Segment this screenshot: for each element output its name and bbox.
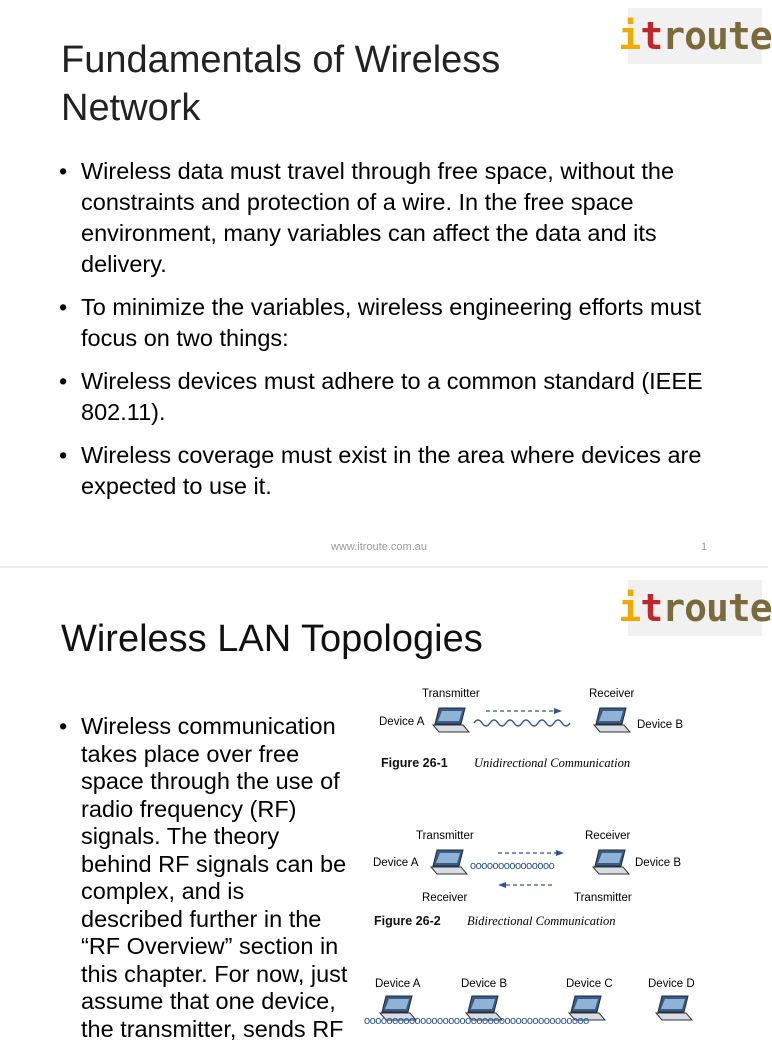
bullet-item: • Wireless devices must adhere to a common standard (IEEE 802.11). [59, 366, 719, 428]
laptop-icon [433, 708, 469, 732]
svg-text:oooooooooooooooooooooooooooooo: oooooooooooooooooooooooooooooooooooooooo [364, 1015, 589, 1027]
slide-title: Wireless LAN Topologies [61, 618, 483, 660]
label-device-d: Device D [648, 978, 695, 990]
page-number: 1 [701, 541, 708, 553]
figure-label: Figure 26-2 [374, 914, 441, 928]
slide-title: Fundamentals of Wireless Network [61, 39, 501, 129]
label-device-b: Device B [637, 719, 684, 731]
figure-unidirectional [379, 688, 683, 770]
bullet-list [59, 156, 719, 514]
figure-bidirectional [373, 830, 681, 928]
svg-text:ooooooooooooooo: ooooooooooooooo [470, 860, 555, 872]
label-transmitter: Transmitter [416, 830, 474, 842]
laptop-icon [593, 850, 629, 874]
bullet-item: • To minimize the variables, wireless engineering efforts must focus on two things: [59, 292, 719, 354]
label-receiver: Receiver [422, 892, 468, 904]
topology-figures [356, 678, 716, 1027]
bullet-item: • Wireless coverage must exist in the area where devices are expected to use it. [59, 440, 719, 502]
itroute-logo: itroute [628, 8, 762, 64]
itroute-logo: itroute [628, 580, 762, 636]
figure-multipoint [364, 978, 695, 1027]
label-receiver: Receiver [585, 830, 631, 842]
bullet-item: • Wireless data must travel through free space, without the constraints and protection of a wire. In the free space environment, many variables can affect the data and its delivery. [59, 156, 719, 280]
label-receiver: Receiver [589, 688, 635, 700]
laptop-icon [431, 850, 467, 874]
label-transmitter: Transmitter [422, 688, 480, 700]
label-device-b: Device B [461, 978, 508, 990]
label-device-a: Device A [379, 716, 425, 728]
figure-caption: Unidirectional Communication [474, 756, 631, 770]
bullet-item: • Wireless communication takes place over free space through the use of radio frequency (RF) signals. The theory behind RF signals can be complex, and is described further in the “RF Overview” section in this chapter. For now, just assume that one device, the transmitter, sends RF [59, 713, 351, 1043]
slide-2 [0, 568, 772, 1042]
figure-caption: Bidirectional Communication [467, 914, 616, 928]
label-device-a: Device A [375, 978, 421, 990]
laptop-icon [594, 708, 630, 732]
bullet-list [59, 713, 351, 1043]
label-device-c: Device C [566, 978, 613, 990]
label-device-b: Device B [635, 857, 682, 869]
label-device-a: Device A [373, 857, 419, 869]
footer-url: www.itroute.com.au [331, 541, 427, 553]
label-transmitter: Transmitter [574, 892, 632, 904]
laptop-icon [656, 996, 692, 1020]
figure-label: Figure 26-1 [381, 756, 448, 770]
